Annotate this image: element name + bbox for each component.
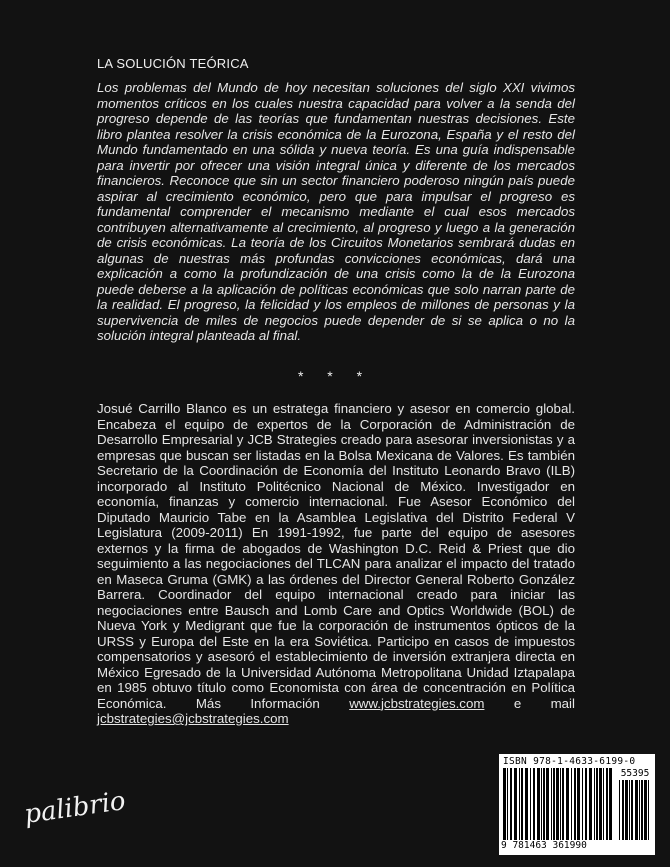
barcode-bar [562, 768, 564, 840]
barcode-bar [635, 780, 638, 840]
barcode-bar [566, 768, 569, 840]
barcode-bar [606, 768, 608, 840]
author-bio [97, 401, 575, 727]
barcode-bar [541, 768, 542, 840]
barcode-bar [648, 780, 649, 840]
barcode-bar [571, 768, 572, 840]
barcode-bar [639, 780, 640, 840]
price-code: 55395 [620, 768, 650, 779]
barcode-bar [519, 768, 520, 840]
barcode-bar [619, 780, 620, 840]
barcode-bar [551, 768, 552, 840]
price-bars [617, 780, 653, 840]
barcode-bar [625, 780, 628, 840]
barcode-bar [556, 768, 559, 840]
barcode-bar [521, 768, 523, 840]
barcode-bar [510, 768, 512, 840]
bio-text: Josué Carrillo Blanco es un estratega financiero y asesor en comercio global. Encabeza el equipo de expertos de la Corporación de Administración de Desarrollo Empresarial y JCB Strategies creado para asesorar inversionistas y a empresas que buscan ser listadas en la Bolsa Mexicana de Valores. Es también Secretario de la Coordinación de Economía del Instituto Leonardo Bravo (ILB) incorporado al Instituto Politécnico Nacional de México. Investigador en economía, finanzas y comercio internacional. Fue Asesor Económico del Diputado Mauricio Tabe en la Asamblea Legislativa del Distrito Federal V Legislatura (2009-2011) En 1991-1992, fue parte del equipo de asesores externos y la firma de abogados de Washington D.C. Reid & Priest que dio seguimiento a las negociaciones del TLCAN para analizar el impacto del tratado en Maseca Gruma (GMK) a las órdenes del Director General Roberto González Barrera. Coordinador del equipo internacional creado para iniciar las negociaciones entre Bausch and Lomb Care and Optics Worldwide (BOL) de Nueva York y Medigrant que fue la corporación de instrumentos ópticos de la URSS y Europa del Este en la era Soviética. Participo en casos de impuestos compensatorios y asesoró el establecimiento de inversión extranjera directa en México Egresado de la Universidad Autónoma Metropolitana Unidad Iztapalapa en 1985 obtuvo título como Economista con área de concentración en Política Económica. [97, 401, 575, 711]
ean-bars [501, 768, 613, 840]
barcode-bar [546, 768, 549, 840]
barcode-bar [629, 780, 630, 840]
email-label: e mail [513, 695, 575, 711]
barcode-bar [631, 780, 633, 840]
section-separator: * * * [297, 368, 373, 384]
synopsis-paragraph: Los problemas del Mundo de hoy necesitan soluciones del siglo XXI vivimos momentos críticos en los cuales nuestra capacidad para volver a la senda del progreso depende de las teorías que fundamentan nuestras decisiones. Este libro plantea resolver la crisis económica de la Eurozona, España y el resto del Mundo fundamentado en una sólida y nueva teoría. Es una guía indispensable para invertir por ofrecer una visión integral única y diferente de los mercados financieros. Reconoce que sin un sector financiero poderoso ningún país puede aspirar al crecimiento económico, pero que para impulsar el progreso es fundamental comprender el mecanismo mediante el cual esos mercados contribuyen alternativamente al crecimiento, al progreso y luego a la generación de crisis económicas. La teoría de los Circuitos Monetarios sembrará dudas en algunas de nuestras más profundas convicciones económicas, dará una explicación a como la profundización de una crisis como la de la Eurozona puede deberse a la aplicación de políticas económicas que solo narran parte de la realidad. El progreso, la felicidad y los empleos de millones de personas y la supervivencia de miles de negocios puede depender de si se aplica o no la solución integral planteada al final. [97, 80, 575, 343]
barcode-bar [574, 768, 576, 840]
barcode-bar [641, 780, 643, 840]
isbn-number: ISBN 978-1-4633-6199-0 [503, 756, 636, 767]
barcode-bar [530, 768, 531, 840]
barcode-bar [525, 768, 528, 840]
section-heading: LA SOLUCIÓN TEÓRICA [97, 56, 249, 71]
barcode-bar [585, 768, 587, 840]
barcode-bar [560, 768, 561, 840]
barcode-bar [577, 768, 580, 840]
barcode-bar [533, 768, 535, 840]
barcode-bar [582, 768, 583, 840]
publisher-logo: palibrio [22, 786, 128, 830]
isbn-barcode [499, 754, 655, 855]
barcode-bar [553, 768, 555, 840]
more-info-label: Más Información [195, 695, 320, 711]
email-link[interactable]: jcbstrategies@jcbstrategies.com [97, 711, 289, 726]
barcode-bar [644, 780, 647, 840]
website-link[interactable]: www.jcbstrategies.com [349, 695, 485, 711]
barcode-bar [594, 768, 595, 840]
barcode-bar [537, 768, 540, 840]
ean-number: 9 781463 361990 [501, 840, 587, 851]
barcode-bar [609, 768, 612, 840]
barcode-bar [599, 768, 602, 840]
barcode-bar [603, 768, 604, 840]
barcode-bar [503, 768, 506, 840]
barcode-bar [596, 768, 598, 840]
barcode-bar [514, 768, 517, 840]
barcode-bar [589, 768, 592, 840]
barcode-bar [543, 768, 545, 840]
barcode-bar [622, 780, 624, 840]
barcode-bar [507, 768, 508, 840]
